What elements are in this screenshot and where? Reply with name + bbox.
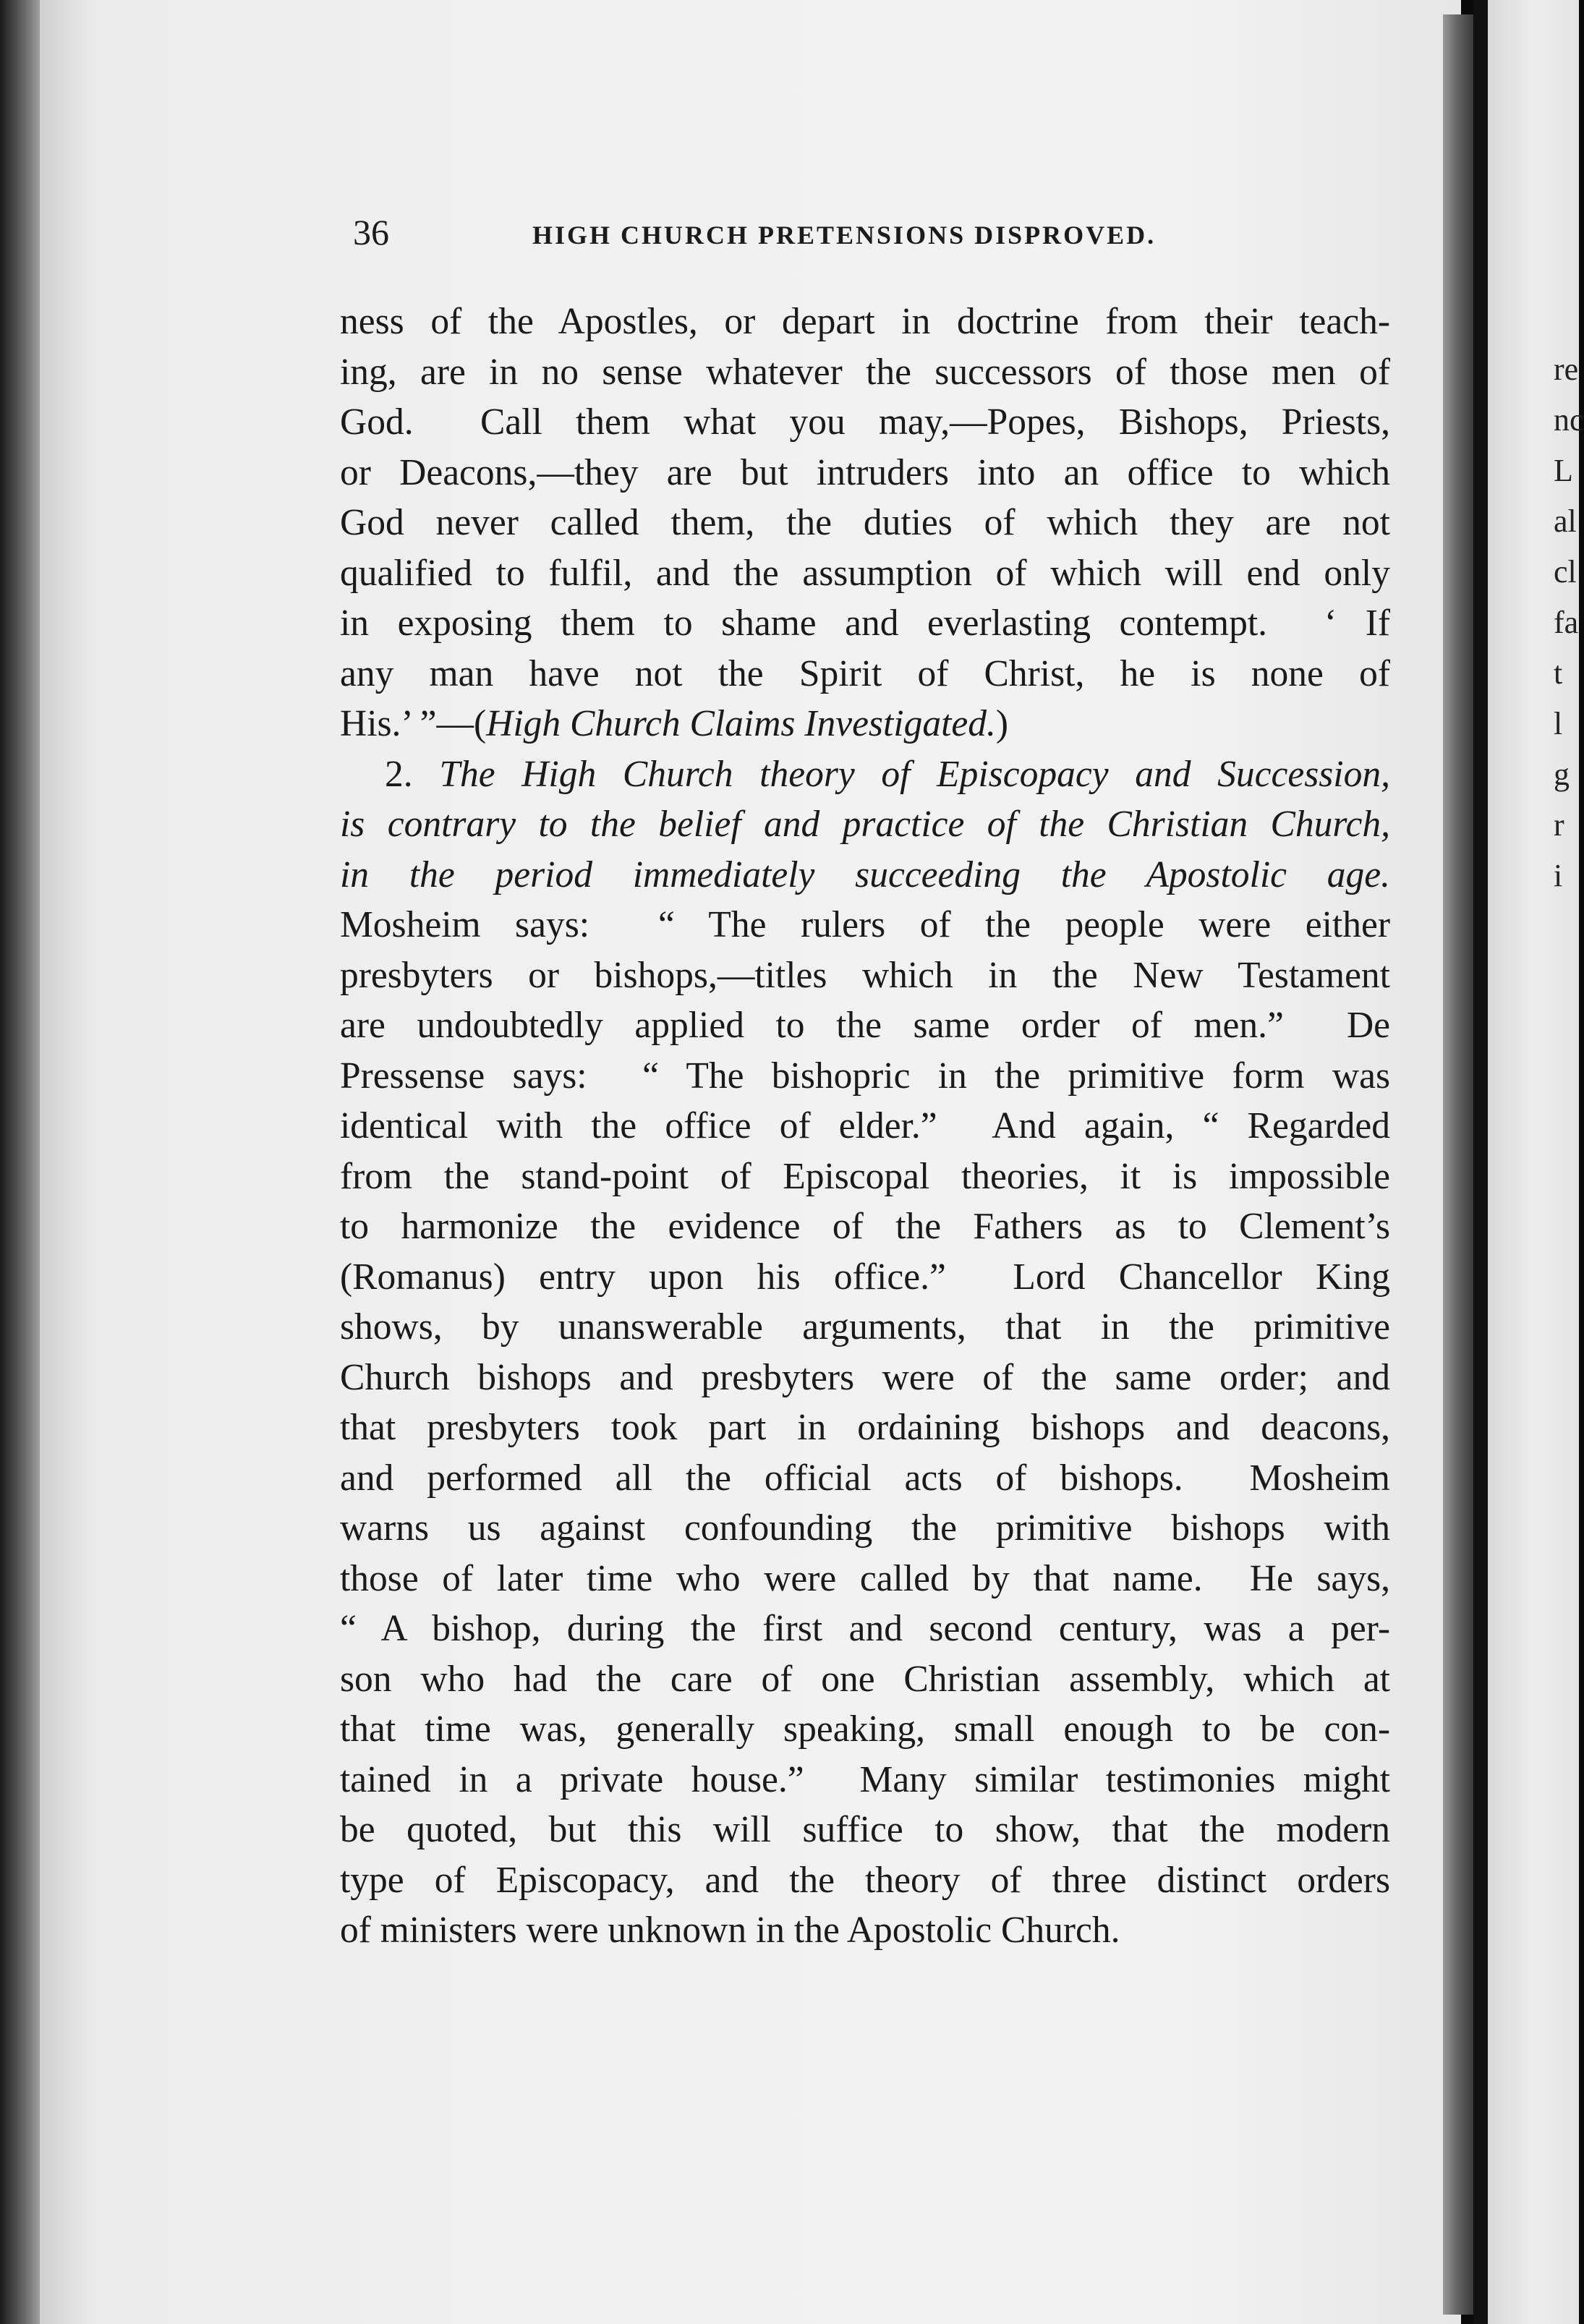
facing-page-fragment: i (1554, 858, 1563, 893)
text-line (340, 649, 1390, 699)
book-gutter-shadow (1443, 14, 1473, 2315)
running-head (353, 211, 1221, 262)
text-segment: or Deacons,—they are but intruders into an office to which (340, 451, 1390, 493)
text-segment: Pressense says: “ The bishopric in the primitive form was (340, 1055, 1390, 1097)
facing-page-fragment: L (1554, 453, 1573, 488)
text-segment: Mosheim says: “ The rulers of the people were either (340, 904, 1390, 945)
text-segment: 2. (385, 753, 440, 795)
body-text (340, 297, 1390, 1956)
text-segment: God never called them, the duties of which they are not (340, 502, 1390, 543)
text-line (340, 1101, 1390, 1152)
facing-page-fragment: cl (1554, 554, 1577, 589)
text-segment: type of Episcopacy, and the theory of three distinct orders (340, 1859, 1390, 1901)
italic-segment: High Church Claims Investigated. (486, 703, 996, 744)
text-line (340, 448, 1390, 498)
facing-page (1488, 0, 1579, 2324)
text-line (340, 799, 1390, 850)
text-line (340, 548, 1390, 599)
facing-page-fragment: t (1554, 655, 1563, 691)
text-segment: to harmonize the evidence of the Fathers as to Clement’s (340, 1206, 1390, 1247)
text-segment: identical with the office of elder.” And again, “ Regarded (340, 1105, 1390, 1146)
running-head-title: HIGH CHURCH PRETENSIONS DISPROVED. (532, 221, 1157, 250)
facing-page-fragment: g (1554, 757, 1570, 792)
text-line (340, 347, 1390, 398)
text-line (340, 1403, 1390, 1453)
text-line (340, 1353, 1390, 1403)
facing-page-fragment: re (1554, 352, 1579, 387)
text-segment: “ A bishop, during the first and second century, was a per- (340, 1608, 1390, 1649)
text-line (340, 1201, 1390, 1252)
text-line (340, 1604, 1390, 1654)
text-segment: God. Call them what you may,—Popes, Bishops, Priests, (340, 401, 1390, 443)
italic-segment: The High Church theory of Episcopacy and Succession, (439, 753, 1390, 795)
text-line (340, 900, 1390, 950)
text-line (340, 297, 1390, 347)
text-line (340, 699, 1390, 749)
text-line (340, 749, 1390, 800)
text-segment: Church bishops and presbyters were of the same order; and (340, 1356, 1390, 1398)
text-segment: from the stand-point of Episcopal theories, it is impossible (340, 1155, 1390, 1197)
text-segment: of ministers were unknown in the Apostolic Church. (340, 1910, 1120, 1951)
facing-page-fragment: r (1554, 807, 1564, 843)
facing-page-fragment: fa (1554, 605, 1579, 640)
facing-page-fragment: l (1554, 706, 1563, 741)
text-line (340, 1252, 1390, 1303)
text-line (340, 1503, 1390, 1554)
text-segment: ness of the Apostles, or depart in doctrine from their teach- (340, 301, 1390, 342)
text-segment: warns us against confounding the primitive bishops with (340, 1507, 1390, 1549)
text-segment: qualified to fulfil, and the assumption of which will end only (340, 552, 1390, 594)
text-line (340, 1302, 1390, 1353)
text-segment: His.’ ”—( (340, 703, 487, 744)
text-segment: any man have not the Spirit of Christ, he is none of (340, 652, 1390, 694)
text-line (340, 1905, 1390, 1956)
text-segment: be quoted, but this will suffice to show, that the modern (340, 1809, 1390, 1850)
text-line (340, 1000, 1390, 1051)
text-segment: (Romanus) entry upon his office.” Lord Chancellor King (340, 1256, 1390, 1298)
text-segment: ing, are in no sense whatever the successors of those men of (340, 351, 1390, 393)
italic-segment: is contrary to the belief and practice of the Christian Church, (340, 804, 1390, 845)
text-line (340, 598, 1390, 649)
text-segment: in exposing them to shame and everlasting contempt. ‘ If (340, 603, 1390, 644)
text-line (340, 1855, 1390, 1906)
text-segment: ) (995, 703, 1009, 744)
text-line (340, 1051, 1390, 1102)
facing-page-fragment: nc (1554, 402, 1584, 438)
text-segment: those of later time who were called by that name. He says, (340, 1557, 1390, 1599)
text-segment: are undoubtedly applied to the same order of men.” De (340, 1005, 1390, 1046)
text-segment: that time was, generally speaking, small enough to be con- (340, 1708, 1390, 1750)
text-line (340, 1152, 1390, 1202)
italic-segment: in the period immediately succeeding the Apostolic age. (340, 854, 1390, 895)
text-segment: tained in a private house.” Many similar testimonies might (340, 1758, 1390, 1800)
text-line (340, 850, 1390, 901)
page-number: 36 (353, 212, 389, 252)
text-segment: that presbyters took part in ordaining bishops and deacons, (340, 1407, 1390, 1448)
text-line (340, 1554, 1390, 1604)
text-line (340, 1654, 1390, 1705)
text-line (340, 1755, 1390, 1805)
text-line (340, 498, 1390, 548)
text-line (340, 950, 1390, 1001)
book-gutter (1473, 0, 1488, 2324)
text-segment: shows, by unanswerable arguments, that in the primitive (340, 1306, 1390, 1348)
facing-page-fragment: al (1554, 503, 1577, 539)
text-line (340, 397, 1390, 448)
text-line (340, 1704, 1390, 1755)
text-line (340, 1453, 1390, 1504)
text-line (340, 1805, 1390, 1855)
text-segment: presbyters or bishops,—titles which in the New Testament (340, 954, 1390, 996)
text-segment: son who had the care of one Christian assembly, which at (340, 1658, 1390, 1700)
text-segment: and performed all the official acts of bishops. Mosheim (340, 1457, 1390, 1499)
